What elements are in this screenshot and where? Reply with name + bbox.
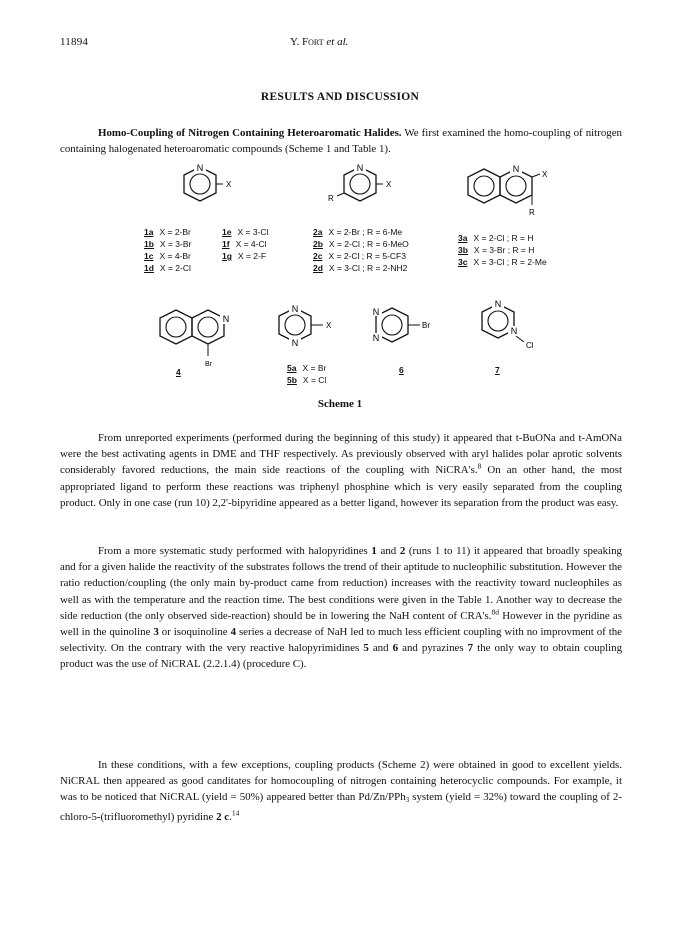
label-1a: 1a X = 2-Br — [144, 227, 191, 237]
atom-br: Br — [205, 361, 212, 368]
atom-n: N — [291, 338, 299, 348]
subsection-heading: Homo-Coupling of Nitrogen Containing Heteroaromatic Halides. — [98, 127, 402, 139]
label-1b: 1b X = 3-Br — [144, 239, 192, 249]
atom-x: X — [226, 180, 232, 189]
label-2d: 2d X = 3-Cl ; R = 2-NH2 — [313, 263, 408, 273]
atom-n: N — [372, 307, 380, 317]
running-header — [290, 36, 348, 48]
atom-br: Br — [422, 321, 430, 330]
atom-n: N — [196, 163, 204, 173]
structure-isoquinoline-4 — [150, 300, 250, 380]
label-5a: 5a X = Br — [287, 363, 327, 373]
paragraph-systematic-study: From a more systematic study performed with halopyridines 1 and 2 (runs 1 to 11) it appeared that broadly speaking and for a given halide the reactivity of the substrates follows the trend of their aptitude to nucleophilic substitution. However the ratio reduction/coupling (the only main by-product came from reduction) increases with the reactivity toward nucleophiles as well as with the temperature and the reaction time. The best conditions were given in the Table 1. Another way to decrease the side reduction (the only observed side-reaction) should be in lowering the NaH content of CRA's.$^{8d}$ However in the pyridine as well in the quinoline 3 or isoquinoline 4 series a decrease of NaH led to much less efficient coupling with no improvment of the selectivity. On the contrary with the very reactive halopyrimidines 5 and 6 and pyrazines 7 the only way to obtain coupling product was the use of NiCRAL (2.2.1.4) (procedure C). — [60, 545, 623, 671]
label-1e: 1e X = 3-Cl — [222, 227, 269, 237]
page-number: 11894 — [60, 36, 89, 48]
labels-compound-5 — [287, 362, 326, 386]
intro-paragraph — [60, 125, 622, 157]
structure-pyrimidine-6 — [362, 300, 462, 360]
label-2c: 2c X = 2-Cl ; R = 5-CF3 — [313, 251, 406, 261]
atom-cl: Cl — [526, 341, 534, 350]
running-header-etal: et al. — [323, 36, 349, 48]
atom-x: X — [386, 180, 392, 189]
label-5b: 5b X = Cl — [287, 375, 327, 385]
structure-pyridine-2 — [325, 163, 405, 213]
atom-n: N — [291, 304, 299, 314]
label-1f: 1f X = 4-Cl — [222, 239, 267, 249]
label-3b: 3b X = 3-Br ; R = H — [458, 245, 535, 255]
atom-n: N — [372, 333, 380, 343]
atom-n: N — [222, 314, 230, 324]
structure-quinoline-3 — [458, 160, 578, 222]
label-2a: 2a X = 2-Br ; R = 6-Me — [313, 227, 403, 237]
label-1d: 1d X = 2-Cl — [144, 263, 191, 273]
labels-compound-1e-1g — [222, 226, 268, 262]
reference-8d: 8d — [491, 607, 500, 617]
label-4: 4 — [176, 367, 181, 377]
label-2b: 2b X = 2-Cl ; R = 6-MeO — [313, 239, 409, 249]
labels-compound-2 — [313, 226, 409, 274]
labels-compound-1a-1d — [144, 226, 191, 274]
label-1g: 1g X = 2-F — [222, 251, 267, 261]
label-1c: 1c X = 4-Br — [144, 251, 191, 261]
atom-r: R — [328, 194, 334, 203]
structure-pyridine-1 — [175, 163, 245, 213]
atom-x: X — [542, 170, 548, 179]
label-6: 6 — [399, 365, 404, 375]
paragraph-conditions: In these conditions, with a few exceptions, coupling products (Scheme 2) were obtained in good to excellent yields. NiCRAL then appeared as good canditates for homocoupling of nitrogen containing heterocyclic compounds. For example, it was to be noticed that NiCRAL (yield = 50%) appeared better than Pd/Zn/PPh$_3$ system (yield = 32%) toward the coupling of 2-chloro-5-(trifluoromethyl) pyridine 2 c.$^{14}$ — [60, 759, 622, 823]
running-header-author: Y. Fort — [290, 36, 324, 48]
paragraph-activating-agents: From unreported experiments (performed during the beginning of this study) it appeared that t-BuONa and t-AmONa were the best activating agents in DME and THF respectively. As previously observed with aryl halides polar aprotic solvents considerably favored reductions, the main side reactions of the coupling with NiCRA's.$^8$ On an other hand, the most appropriated ligand to perform these reactions was triphenyl phosphine which is very easily separated from the coupling product. Only in one case (run 10) 2,2'-bipyridine appeared as a better ligand, however its separation from the product was easy. — [60, 432, 622, 509]
reference-8: 8 — [477, 461, 482, 471]
labels-compound-3 — [458, 232, 547, 268]
structure-pyrazine-7 — [470, 294, 560, 360]
label-3c: 3c X = 3-Cl ; R = 2-Me — [458, 257, 547, 267]
atom-n: N — [512, 164, 520, 174]
scheme-caption: Scheme 1 — [317, 398, 363, 410]
atom-n: N — [356, 163, 364, 173]
atom-x: X — [326, 321, 332, 330]
reference-14: 14 — [231, 807, 240, 817]
atom-n: N — [510, 326, 518, 336]
atom-n: N — [494, 299, 502, 309]
section-title: RESULTS AND DISCUSSION — [260, 91, 420, 103]
intro-text: We first examined the homo-coupling of nitrogen containing halogenated heteroaromatic compounds (Scheme 1 and Table 1). — [60, 127, 622, 156]
label-7: 7 — [495, 365, 500, 375]
structure-pyrimidine-5 — [265, 302, 355, 362]
atom-r: R — [529, 208, 535, 217]
label-3a: 3a X = 2-Cl ; R = H — [458, 233, 534, 243]
